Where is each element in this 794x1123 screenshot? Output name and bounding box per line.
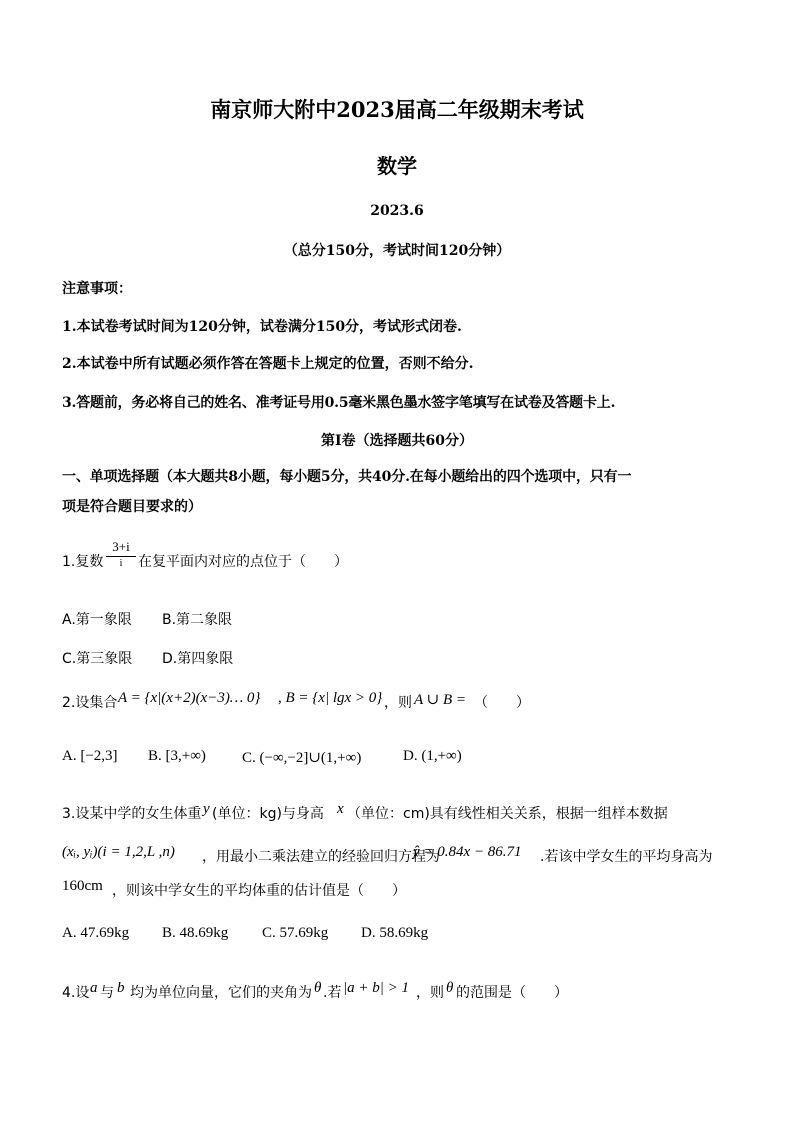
q3-option-b: B. 48.69kg	[162, 925, 229, 941]
q3-option-d: D. 58.69kg	[361, 925, 429, 941]
notice-item-2: 2.本试卷中所有试题必须作答在答题卡上规定的位置，否则不给分.	[62, 356, 474, 372]
q3-height-value: 160cm	[62, 878, 103, 894]
q3-var-y: y	[203, 801, 210, 817]
q3-var-x: x	[337, 801, 344, 817]
q1-fraction-denominator: i	[119, 558, 123, 569]
notice-item-3: 3.答题前，务必将自己的姓名、准考证号用0.5毫米黑色墨水签字笔填写在试卷及答题卡上.	[62, 395, 616, 411]
q2-set-a: A = {x|(x+2)(x−3)… 0}	[118, 690, 261, 706]
exam-title: 南京师大附中2023届高二年级期末考试	[210, 97, 584, 122]
q3-line1-b: (单位：kg)与身高	[212, 806, 324, 822]
q2-option-a: A. [−2,3]	[62, 748, 118, 764]
q3-line1-a: 3.设某中学的女生体重	[62, 806, 202, 822]
subject-title: 数学	[377, 154, 417, 178]
q4-vector-b: b	[117, 980, 125, 996]
score-time: （总分150分，考试时间120分钟）	[283, 243, 511, 259]
q3-line2-b: ，用最小二乘法建立的经验回归方程为	[202, 849, 440, 865]
q2-suffix: ，则	[384, 695, 412, 711]
exam-date: 2023.6	[370, 203, 424, 219]
q4-text-c: 均为单位向量，它们的夹角为	[130, 985, 312, 1001]
q1-option-d: D.第四象限	[162, 651, 234, 667]
q4-theta-2: θ	[446, 980, 454, 996]
q4-text-b: 与	[100, 985, 114, 1001]
q2-prefix: 2.设集合	[62, 695, 118, 711]
q1-fraction-bar	[106, 556, 136, 557]
part1-instructions-line1: 一、单项选择题（本大题共8小题，每小题5分，共40分.在每小题给出的四个选项中，只有一	[62, 469, 632, 485]
q3-line1-c: （单位：cm)具有线性相关关系，根据一组样本数据	[347, 806, 668, 822]
section-title: 第Ⅰ卷（选择题共60分）	[320, 433, 474, 449]
q2-blank: （ ）	[474, 695, 530, 711]
q2-option-d: D. (1,+∞)	[403, 748, 462, 764]
q3-line2-c: .若该中学女生的平均身高为	[540, 849, 713, 865]
part1-instructions-line2: 项是符合题目要求的）	[62, 499, 202, 515]
q4-text-e: ，则	[416, 985, 444, 1001]
q3-regression-equation: ŷ = 0.84x − 86.71	[413, 844, 522, 860]
q1-prefix: 1.复数	[62, 554, 104, 570]
q4-text-f: 的范围是（ ）	[456, 985, 568, 1001]
notice-heading: 注意事项：	[62, 281, 132, 297]
q2-option-b: B. [3,+∞)	[148, 748, 206, 764]
q3-option-c: C. 57.69kg	[262, 925, 329, 941]
q3-line3-b: ，则该中学女生的平均体重的估计值是（ ）	[112, 883, 406, 899]
q4-norm-condition: |a + b| > 1	[343, 980, 409, 996]
q4-text-a: 4.设	[62, 985, 90, 1001]
q1-option-c: C.第三象限	[62, 651, 133, 667]
q4-text-d: .若	[323, 985, 342, 1001]
q3-sample-data: (xᵢ, yᵢ)(i = 1,2,L ,n)	[62, 844, 175, 860]
q1-option-b: B.第二象限	[162, 612, 233, 628]
q1-fraction-numerator: 3+i	[112, 539, 130, 554]
q4-vector-a: a	[90, 980, 98, 996]
q1-suffix: 在复平面内对应的点位于（ ）	[138, 554, 348, 570]
q1-option-a: A.第一象限	[62, 612, 132, 628]
q2-set-b: , B = {x| lgx > 0}	[278, 690, 383, 706]
q2-option-c: C. (−∞,−2]∪(1,+∞)	[242, 750, 362, 766]
q1-fraction	[106, 540, 136, 569]
q3-option-a: A. 47.69kg	[62, 925, 130, 941]
notice-item-1: 1.本试卷考试时间为120分钟，试卷满分150分，考试形式闭卷.	[62, 319, 462, 335]
q2-expression: A ∪ B =	[414, 692, 466, 708]
q4-theta: θ	[314, 980, 322, 996]
